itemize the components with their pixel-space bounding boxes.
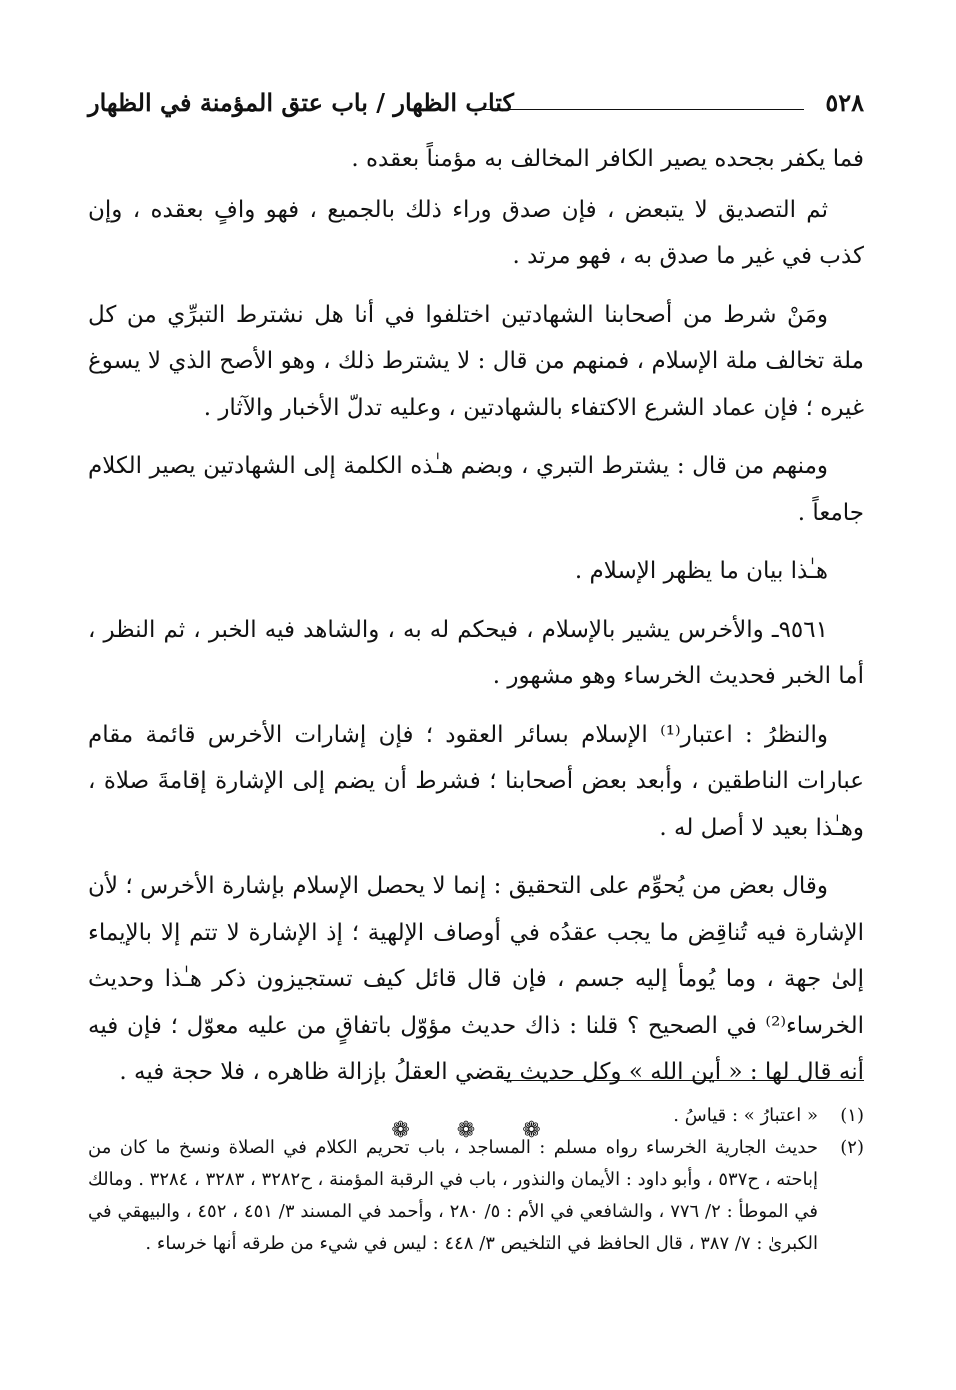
footnote-text: حديث الجارية الخرساء رواه مسلم : المساجد ، باب تحريم الكلام في الصلاة ونسخ ما كان من إباحته ، ح٥٣٧ ، وأبو داود : الأيمان والنذور ، باب في الرقبة المؤمنة ، ح٣٢٨٢ ، ٣٢٨٣ ، ٣٢٨٤ . ومالك في الموطأ : ٢/ ٧٧٦ ، والشافعي في الأم : ٥/ ٢٨٠ ، وأحمد في المسند ٣/ ٤٥١ ، ٤٥٢ ، والبيهقي في الكبرىٰ : ٧/ ٣٨٧ ، قال الحافظ في التلخيص ٣/ ٤٤٨ : ليس في شيء من طرقه أنها خرساء . (88, 1137, 818, 1254)
footnote-text: « اعتبارُ » : قياسُ . (673, 1105, 818, 1126)
section-separator: ❁ ❁ ❁ (391, 1117, 561, 1143)
footnote-rule (504, 1080, 864, 1081)
running-title: كتاب الظهار / باب عتق المؤمنة في الظهار (88, 88, 514, 117)
main-text (88, 136, 864, 1154)
header-rule (468, 109, 804, 110)
paragraph: والنظرُ : اعتبار⁽¹⁾ الإسلام بسائر العقود ؛ فإن إشارات الأخرس قائمة مقام عبارات الناطقين ، وأبعد بعض أصحابنا ؛ فشرط أن يضم إلى الإشارة إقامةَ صلاة ، وهـٰذا بعيد لا أصل له . (88, 721, 864, 841)
paragraph: فما يكفر بجحده يصير الكافر المخالف به مؤمناً بعقده . (351, 146, 864, 172)
paragraph: ومَنْ شرط من أصحابنا الشهادتين اختلفوا في أنا هل نشترط التبرِّي من كل ملة تخالف ملة الإسلام ، فمنهم من قال : لا يشترط ذلك ، وهو الأصح الذي لا يسوغ غيره ؛ فإن عماد الشرع الاكتفاء بالشهادتين ، وعليه تدلّ الأخبار والآثار . (88, 301, 864, 421)
page-header (88, 82, 864, 122)
paragraph: هـٰذا بيان ما يظهر الإسلام . (574, 558, 828, 584)
paragraph: وقال بعض من يُحوِّم على التحقيق : إنما لا يحصل الإسلام بإشارة الأخرس ؛ لأن الإشارة فيه تُناقِض ما يجب عقدُه في أوصاف الإلهية ؛ إذ الإشارة لا تتم إلا بالإيماء إلىٰ جهة ، وما يُومأ إليه جسم ، فإن قال قائل كيف تستجيزون ذكر هـٰذا وحديث الخرساء⁽²⁾ في الصحيح ؟ قلنا : ذاك حديث مؤوّل باتفاقٍ من عليه معوّل ؛ فإن فيه أنه قال لها : « أين الله » وكل حديث يقضي العقلُ بإزالة ظاهره ، فلا حجة فيه . (88, 873, 864, 1085)
footnote (88, 1100, 864, 1132)
footnote-number: (١) (840, 1105, 864, 1126)
footnotes (88, 1100, 864, 1260)
paragraph: ثم التصديق لا يتبعض ، فإن صدق وراء ذلك بالجميع ، فهو وافٍ بعقده ، وإن كذب في غير ما صدق به ، فهو مرتد . (88, 196, 864, 269)
footnote (88, 1132, 864, 1260)
page-number: ٥٢٨ (825, 88, 864, 117)
footnote-number: (٢) (840, 1137, 864, 1158)
paragraph: ومنهم من قال : يشترط التبري ، وبضم هـٰذه الكلمة إلى الشهادتين يصير الكلام جامعاً . (88, 453, 864, 526)
numbered-paragraph: ٩٥٦١ـ والأخرس يشير بالإسلام ، فيحكم له به ، والشاهد فيه الخبر ، ثم النظر ، أما الخبر فحديث الخرساء وهو مشهور . (88, 616, 864, 689)
